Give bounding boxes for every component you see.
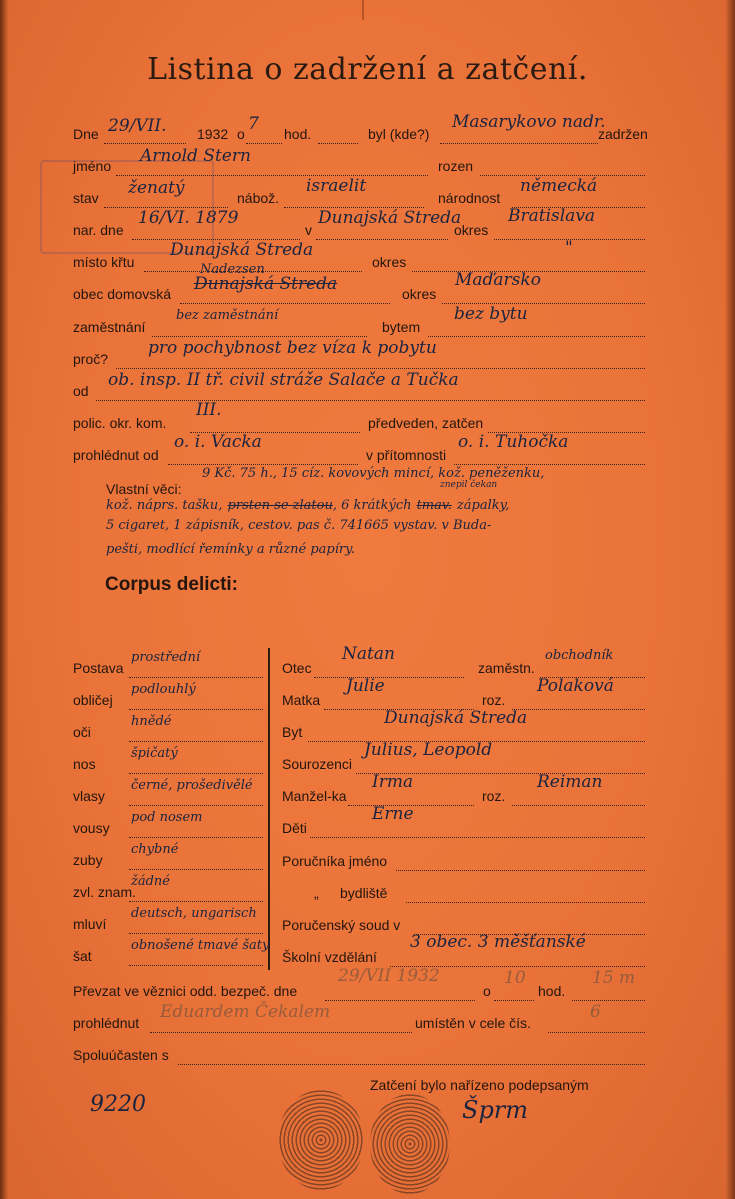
label-narodnost: národnost [438,190,501,206]
value-vlastni-line3: 5 cigaret, 1 zápisník, cestov. pas č. 741665 vystav. v Buda- [106,518,492,533]
label-zamestnani: zaměstnání [73,319,146,335]
value-zamestnani: bez zaměstnání [176,308,279,323]
fill-line [104,143,186,144]
label-obec-domovska: obec domovská [73,286,172,302]
value-number: 9220 [90,1092,146,1117]
label-byt: Byt [282,724,303,740]
value-10: obnošené tmavé šaty [131,938,270,953]
value-dne: 29/VII. [108,116,167,136]
fill-line [116,368,645,369]
label-byl-kde: byl (kde?) [368,126,430,142]
value-vlastni-line2-struck2: tmav. [416,498,452,513]
value-prohlednut-footer: Eduardem Čekalem [160,1002,331,1022]
value-vlastni-above: znepil čekan [440,480,498,490]
value-misto-krtu: Dunajská Streda [170,240,314,260]
label-zatceni-narizeno: Zatčení bylo nařízeno podepsaným [370,1077,589,1093]
vlastni-line2 [106,494,509,513]
fill-line [129,901,263,902]
value-roz2: Reiman [537,772,603,792]
value-zamestn: obchodník [545,648,614,663]
value-pritomnosti: o. i. Tuhočka [458,432,569,452]
value-matka: Julie [346,676,385,696]
value-okres-ditto: " [565,238,573,258]
label-otec: Otec [282,660,312,676]
label-hod: hod. [284,126,312,142]
value-nar-misto: Dunajská Streda [318,208,462,228]
value-okres: Bratislava [508,206,596,226]
value-hour: 7 [248,114,259,134]
label-stav: stav [73,190,99,206]
value-3: hnědé [131,714,172,729]
fold-mark [362,0,364,20]
label-prohlednut-od: prohlédnut od [73,447,159,463]
value-4: špičatý [131,746,178,761]
fill-line [129,869,263,870]
corpus-delicti-heading: Corpus delicti: [105,574,239,595]
label-proc: proč? [73,351,109,367]
label-6: vousy [73,820,110,836]
label-5: vlasy [73,788,105,804]
fill-line [129,933,263,934]
value-prohlednut: o. i. Vacka [174,432,262,452]
fill-line [129,709,263,710]
value-vlastni-line4: pešti, modlící řemínky a různé papíry. [106,542,355,557]
label-year: 1932 [197,126,229,142]
value-polic: III. [196,400,222,420]
fill-line [168,464,358,465]
fill-line [548,1032,645,1033]
value-manzel-ka: Irma [372,772,414,792]
value-obec-struck: Dunajská Streda [194,274,338,294]
label-matka: Matka [282,692,321,708]
label-polic-okr-kom: polic. okr. kom. [73,415,167,431]
label-2: obličej [73,692,113,708]
paper-edge-right [725,0,735,1199]
value-6: pod nosem [131,810,203,825]
value-sourozenci: Julius, Leopold [364,740,493,760]
paper-edge-left [0,0,8,1199]
value-vlastni-line2b: , 6 krátkých [332,498,412,513]
label-prevzat: Převzat ve věznici odd. bezpeč. dne [73,983,298,999]
fill-line [406,902,645,903]
label-misto-krtu: místo křtu [73,254,135,270]
label-zadrzen: zadržen [598,126,648,142]
value-otec: Natan [342,644,395,664]
fill-line [512,709,645,710]
label-8: zvl. znam. [73,884,137,900]
fill-line [129,741,263,742]
value-9: deutsch, ungarisch [131,906,257,921]
value-okres-madarsko: Maďarsko [455,270,541,290]
label-v-pritomnosti: v přítomnosti [366,447,447,463]
label-v: v [305,222,312,238]
fill-line [318,143,358,144]
fill-line [316,239,448,240]
label-okres: okres [372,254,407,270]
value-deti: Erne [372,804,414,824]
fill-line [129,773,263,774]
value-naboz: israelit [306,176,367,196]
fill-line [178,1064,645,1065]
label-sourozenci: Sourozenci [282,756,353,772]
label-roz: roz. [482,788,506,804]
fill-line [116,175,428,176]
fill-line [512,805,645,806]
label-o: o [483,983,491,999]
fingerprint-right [370,1094,450,1194]
value-narodnost: německá [520,176,598,196]
value-stav: ženatý [128,178,185,198]
label-bydliste: bydliště [340,885,388,901]
fill-line [129,677,263,678]
label-roz: roz. [482,692,506,708]
label-dne: Dne [73,126,99,142]
value-vlastni-line2c: zápalky, [456,498,510,513]
fill-line [428,336,645,337]
label-7: zuby [73,852,103,868]
label-jmeno: jméno [73,158,112,174]
label-1: Postava [73,660,124,676]
value-min: 15 m [592,968,636,988]
value-proc: pro pochybnost bez víza k pobytu [148,338,437,358]
label-predveden-zatcen: předveden, zatčen [368,415,484,431]
fill-line [572,1000,645,1001]
label-10: šat [73,948,92,964]
label-4: nos [73,756,96,772]
fill-line [325,1000,475,1001]
fill-line [129,805,263,806]
signature: Šprm [462,1096,529,1124]
fill-line [246,143,282,144]
label-hod: hod. [538,983,566,999]
label-3: oči [73,724,91,740]
value-hod: 10 [504,968,526,988]
value-nar-dne: 16/VI. 1879 [138,208,239,228]
fill-line [310,837,645,838]
label-okres: okres [402,286,437,302]
value-skolni-vzdelani: 3 obec. 3 měšťanské [410,932,586,952]
value-vlastni-line1: 9 Kč. 75 h., 15 cíz. kovových mincí, kož. peněženku, [202,466,545,481]
fill-line [129,965,263,966]
label-rozen: rozen [438,158,474,174]
value-7: chybné [131,842,179,857]
label-porucensky-soud: Poručenský soud v [282,917,401,933]
value-od: ob. insp. II tř. civil stráže Salače a Tučka [108,370,459,390]
document-title: Listina o zadržení a zatčení. [147,52,588,87]
value-2: podlouhlý [131,682,196,697]
value-cela: 6 [590,1002,601,1022]
label-manzel-ka: Manžel-ka [282,788,347,804]
label-deti: Děti [282,820,307,836]
value-jmeno: Arnold Stern [140,146,251,166]
label-zamestn: zaměstn. [478,660,535,676]
label-okres: okres [454,222,489,238]
label-prohlednut: prohlédnut [73,1015,140,1031]
label-naboz: nábož. [237,190,280,206]
label-9: mluví [73,916,107,932]
label-spoluucasten: Spoluúčasten s [73,1047,169,1063]
label-umisten: umístěn v cele čís. [415,1015,531,1031]
label-bytem: bytem [382,319,421,335]
label-vlastni-veci: Vlastní věci: [106,481,182,497]
value-5: černé, prošedivělé [131,778,253,793]
label-od: od [73,383,89,399]
value-roz: Polaková [537,676,614,696]
value-bytem: bez bytu [454,304,528,324]
value-byt: Dunajská Streda [384,708,528,728]
fill-line [454,464,645,465]
column-divider [268,648,270,970]
fill-line [129,837,263,838]
fill-line [152,336,367,337]
fill-line [180,303,390,304]
label-porucnika-jmeno: Poručníka jméno [282,853,388,869]
label-o: o [237,126,245,142]
label-quote: „ [314,885,319,901]
value-1: prostřední [131,650,201,665]
value-kde: Masarykovo nadr. [452,112,606,132]
fill-line [150,1032,412,1033]
value-vlastni-line2a: kož. náprs. tašku, [106,498,223,513]
fill-line [314,677,464,678]
value-vlastni-line2-struck: prsten se zlatou [227,498,333,513]
fill-line [96,400,645,401]
fill-line [494,1000,534,1001]
label-nar-dne: nar. dne [73,222,124,238]
value-8: žádné [131,874,170,889]
fill-line [440,143,598,144]
value-obec-above: Nadezsen [200,262,265,277]
fingerprint-left [278,1090,364,1190]
value-prevzat: 29/VII 1932 [338,966,440,986]
label-skolni-vzdelani: Školní vzdělání [282,949,377,965]
fill-line [396,870,645,871]
